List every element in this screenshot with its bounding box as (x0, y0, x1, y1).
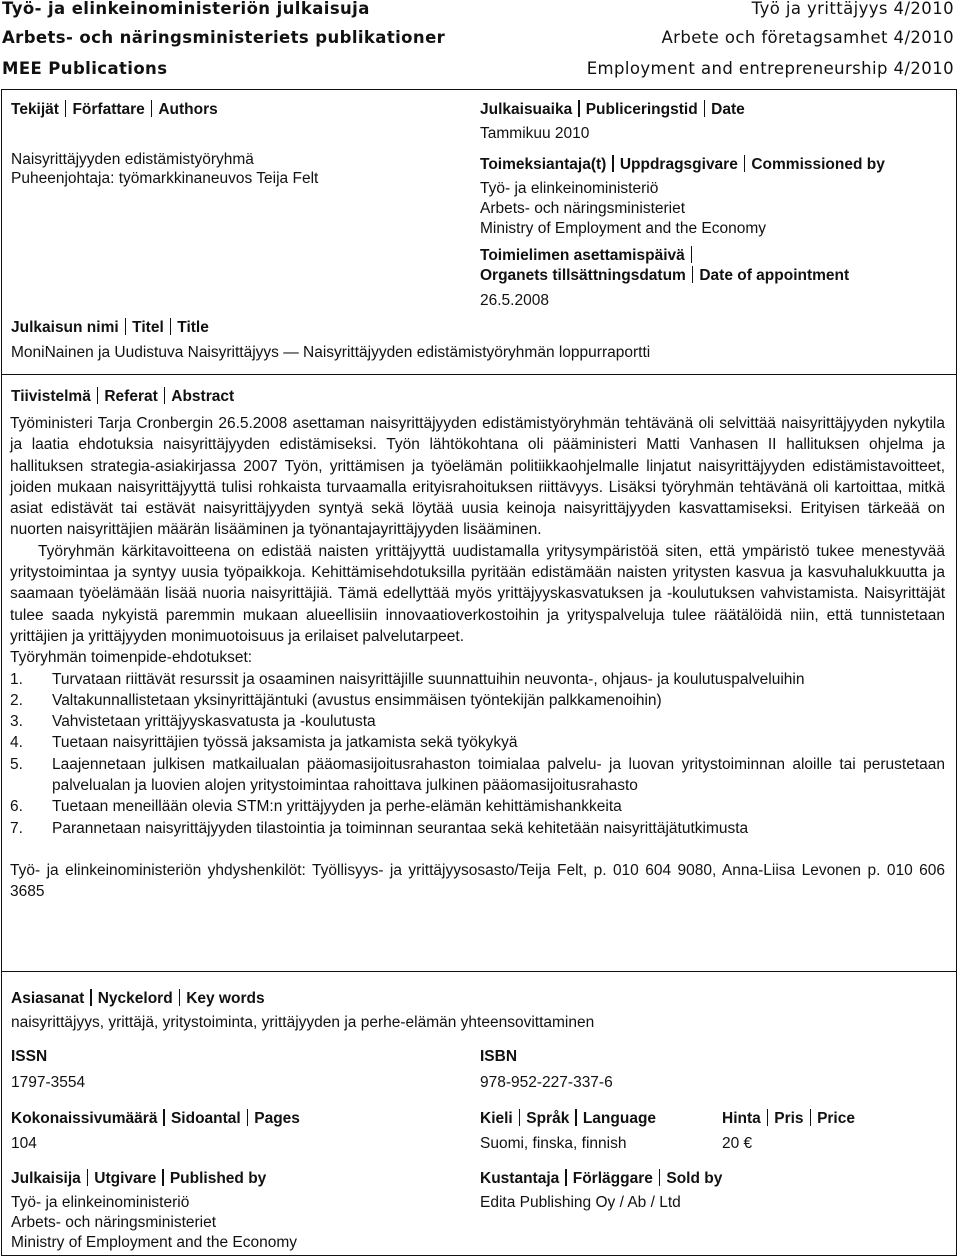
commissioned-line-3: Ministry of Employment and the Economy (480, 220, 767, 237)
pages-label: Kokonaissivumäärä Sidoantal Pages (11, 1110, 300, 1127)
keywords-label: Asiasanat Nyckelord Key words (11, 990, 265, 1007)
series-name-en: MEE Publications (2, 59, 168, 78)
commissioned-label: Toimeksiantaja(t) Uppdragsgivare Commissioned by (480, 156, 885, 173)
language-value: Suomi, finska, finnish (480, 1135, 627, 1152)
isbn-label: ISBN (480, 1048, 518, 1065)
list-item: 3. Vahvistetaan yrittäjyyskasvatusta ja -koulutusta (10, 713, 376, 731)
publisher-line-1: Työ- ja elinkeinoministeriö (11, 1194, 190, 1211)
proposals-list (10, 669, 945, 839)
contact-persons: Työ- ja elinkeinoministeriön yhdyshenkilöt: Työllisyys- ja yrittäjyysosasto/Teija Felt, p. 010 604 9080, Anna-Liisa Levonen p. 010 606 3685 (10, 861, 945, 901)
appointment-label-2: Organets tillsättningsdatum Date of appointment (480, 267, 850, 284)
price-value: 20 € (722, 1135, 753, 1152)
publication-title: MoniNainen ja Uudistuva Naisyrittäjyys — Naisyrittäjyyden edistämistyöryhmän loppurraportti (11, 344, 651, 361)
publisher-label: Julkaisija Utgivare Published by (11, 1170, 267, 1187)
commissioned-line-1: Työ- ja elinkeinoministeriö (480, 180, 659, 197)
list-item: 2. Valtakunnallistetaan yksinyrittäjäntuki (avustus ensimmäisen työntekijän palkkamenoihin) (10, 691, 662, 709)
series-name-fi: Työ- ja elinkeinoministeriön julkaisuja (2, 0, 370, 18)
issue-sv: Arbete och företagsamhet 4/2010 (661, 28, 954, 47)
authors-line-1: Naisyrittäjyyden edistämistyöryhmä (11, 151, 254, 168)
abstract-paragraph-1: Työministeri Tarja Cronbergin 26.5.2008 asettaman naisyrittäjyyden edistämistyöryhmän tehtävänä oli selvittää naisyrittäjyyden nykytila ja laatia ehdotuksia naisyrittäjyyden edistämiseksi. Työn lähtökohtana oli pääministeri Matti Vanhasen II hallituksen ohjelma ja hallituksen strategia-asiakirjassa 2007 Työn, yrittämisen ja työelämän politiikkaohjelmalle linjatut naisyrittäjyyden edistämistavoitteet, joiden mukaan naisyrittäjyyttä tulisi rohkaista turvaamalla erityisrahoituksen riittävyys. Lisäksi työryhmän tehtävänä oli kartoittaa, mitkä asiat edistävät tai estävät naisyrittäjyyden syntyä sekä löytää uusia keinoja naisyrittäjyyden kasvattamiseksi. Erityisen tärkeää on nuorten naisyrittäjien määrän lisääminen ja työnantajayrittäjyyden lisääminen. (10, 415, 945, 539)
title-label: Julkaisun nimi Titel Title (11, 319, 209, 336)
publication-info-box (1, 89, 957, 375)
date-label: Julkaisuaika Publiceringstid Date (480, 101, 745, 118)
publisher-line-2: Arbets- och näringsministeriet (11, 1214, 217, 1231)
price-label: Hinta Pris Price (722, 1110, 855, 1127)
list-item: 5. Laajennetaan julkisen matkailualan pääomasijoitusrahaston toimialaa palvelu- ja luovan yritystoiminnan aloille tai perustetaan palvelualan ja luovien alojen yritystoimintaa rahoittava julkinen pääomasijoitusrahasto (10, 755, 945, 795)
list-item: 4. Tuetaan naisyrittäjien työssä jaksamista ja jatkamista sekä työkykyä (10, 734, 518, 752)
proposals-title: Työryhmän toimenpide-ehdotukset: (10, 649, 253, 667)
isbn-value: 978-952-227-337-6 (480, 1074, 613, 1091)
issn-value: 1797-3554 (11, 1074, 86, 1091)
abstract-text (10, 413, 945, 903)
language-label: Kieli Språk Language (480, 1110, 657, 1127)
list-item: 7. Parannetaan naisyrittäjyyden tilastointia ja toiminnan seurantaa sekä kehitetään naisyrittäjätutkimusta (10, 819, 749, 837)
series-name-sv: Arbets- och näringsministeriets publikationer (2, 28, 446, 47)
pages-value: 104 (11, 1135, 37, 1152)
series-row-en (0, 59, 960, 89)
publisher-line-3: Ministry of Employment and the Economy (11, 1234, 298, 1251)
commissioned-line-2: Arbets- och näringsministeriet (480, 200, 686, 217)
sold-by-label: Kustantaja Förläggare Sold by (480, 1170, 723, 1187)
abstract-paragraph-2: Työryhmän kärkitavoitteena on edistää naisten yrittäjyyttä uudistamalla yritysympäristöä siten, että ympäristö tukee menestyvää yritystoimintaa ja syntyy uusia työpaikkoja. Kehittämisehdotuksilla pyritään edistämään naisten yritysten kasvua ja kasvuhalukkuutta ja saamaan työelämään lisää nuoria naisyrittäjiä. Tämä edellyttää myös yrittäjyyskasvatuksen ja -koulutuksen vahvistamista. Naisyrittäjät tulee saada nykyistä paremmin mukaan alueellisiin innovaatioverkostoihin ja yrityspalveluja tulee räätälöidä niin, että tunnistetaan yrittäjien ja yrittäjyyden monimuotoisuus ja erilaiset palvelutarpeet. (10, 542, 945, 645)
appointment-date: 26.5.2008 (480, 292, 549, 309)
issue-en: Employment and entrepreneurship 4/2010 (586, 59, 954, 78)
series-row-sv (0, 28, 960, 58)
abstract-label: Tiivistelmä Referat Abstract (11, 388, 235, 405)
series-row-fi (0, 0, 960, 29)
list-item: 6. Tuetaan meneillään olevia STM:n yrittäjyyden ja perhe-elämän kehittämishankkeita (10, 798, 622, 816)
authors-label: Tekijät Författare Authors (11, 101, 218, 118)
authors-line-2: Puheenjohtaja: työmarkkinaneuvos Teija Felt (11, 170, 319, 187)
issn-label: ISSN (11, 1048, 48, 1065)
metadata-box (1, 971, 957, 1256)
sold-by-value: Edita Publishing Oy / Ab / Ltd (480, 1194, 681, 1211)
keywords-value: naisyrittäjyys, yrittäjä, yritystoiminta, yrittäjyyden ja perhe-elämän yhteensovittaminen (11, 1014, 595, 1031)
appointment-label-1: Toimielimen asettamispäivä (480, 246, 698, 265)
date-value: Tammikuu 2010 (480, 125, 590, 142)
list-item: 1. Turvataan riittävät resurssit ja osaaminen naisyrittäjille suunnattuihin neuvonta-, ohjaus- ja koulutuspalveluihin (10, 670, 805, 688)
issue-fi: Työ ja yrittäjyys 4/2010 (751, 0, 954, 18)
